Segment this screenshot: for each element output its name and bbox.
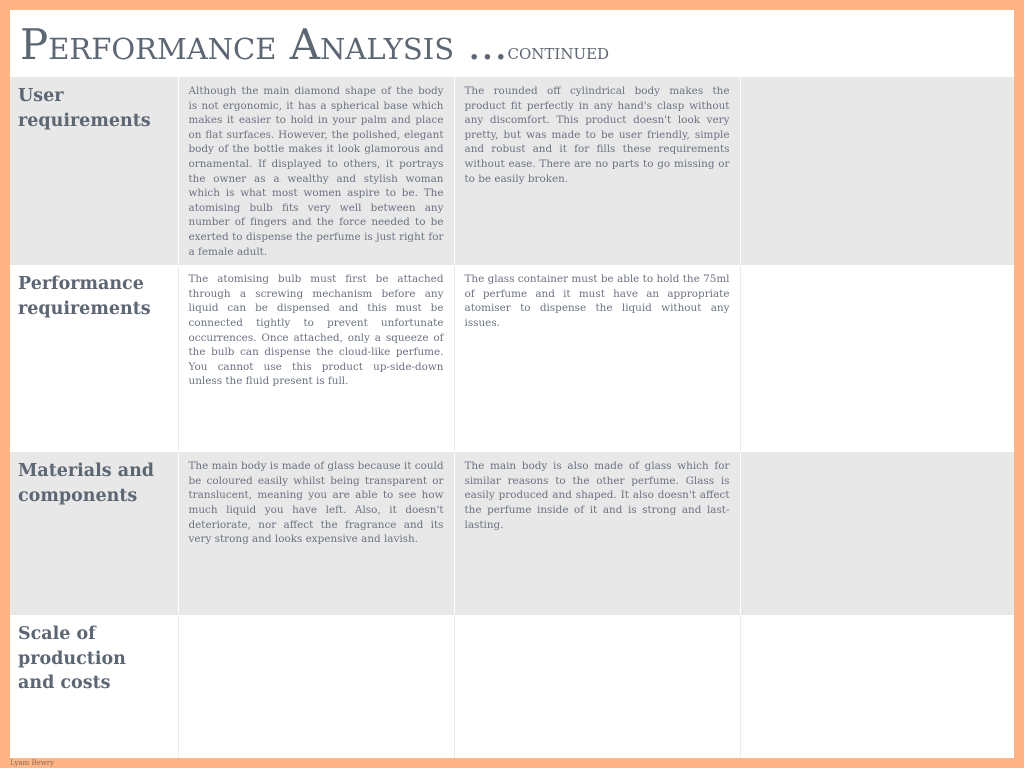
table-row-user-requirements — [10, 77, 1014, 265]
row-header-user-requirements: User requirements — [10, 77, 178, 265]
table-row-materials-and-components — [10, 452, 1014, 615]
table-cell: The main body is also made of glass which for similar reasons to the other perfume. Glass is easily produced and shaped. It also doesn't affect the perfume inside of it and is strong and last-lasting. — [454, 452, 740, 615]
table-cell: The rounded off cylindrical body makes the product fit perfectly in any hand's clasp without any discomfort. This product doesn't look very pretty, but was made to be user friendly, simple and robust and it for fills these requirements without ease. There are no parts to go missing or to be easily broken. — [454, 77, 740, 265]
author-footer: Lyam Bewry — [10, 759, 55, 767]
row-header-scale-of-production: Scale of production and costs — [10, 615, 178, 758]
page-title-ellipsis: ... — [454, 20, 508, 69]
slide — [10, 10, 1014, 758]
page-title-continued: continued — [507, 40, 610, 65]
table-cell — [740, 615, 1014, 758]
table-row-scale-of-production — [10, 615, 1014, 758]
row-header-materials-and-components: Materials and components — [10, 452, 178, 615]
table-cell: Although the main diamond shape of the body is not ergonomic, it has a spherical base which makes it easier to hold in your palm and place on flat surfaces. However, the polished, elegant body of the bottle makes it look glamorous and ornamental. If displayed to others, it portrays the owner as a wealthy and stylish woman which is what most women aspire to be. The atomising bulb fits very well between any number of fingers and the force needed to be exerted to dispense the perfume is just right for a female adult. — [178, 77, 454, 265]
page-title — [20, 22, 609, 68]
table-cell: The main body is made of glass because it could be coloured easily whilst being transparent or translucent, meaning you are able to see how much liquid you have left. Also, it doesn't deteriorate, nor affect the fragrance and its very strong and looks expensive and lavish. — [178, 452, 454, 615]
row-header-performance-requirements: Performance requirements — [10, 265, 178, 452]
table-cell — [740, 452, 1014, 615]
table-cell — [178, 615, 454, 758]
table-cell — [740, 265, 1014, 452]
performance-table — [10, 77, 1014, 758]
table-cell — [454, 615, 740, 758]
table-row-performance-requirements — [10, 265, 1014, 452]
table-cell: The glass container must be able to hold the 75ml of perfume and it must have an appropriate atomiser to dispense the liquid without any issues. — [454, 265, 740, 452]
table-cell — [740, 77, 1014, 265]
table-cell: The atomising bulb must first be attached through a screwing mechanism before any liquid can be dispensed and this must be connected tightly to prevent unfortunate occurrences. Once attached, only a squeeze of the bulb can dispense the cloud-like perfume. You cannot use this product up-side-down unless the fluid present is full. — [178, 265, 454, 452]
page-title-main: Performance Analysis — [20, 20, 455, 69]
